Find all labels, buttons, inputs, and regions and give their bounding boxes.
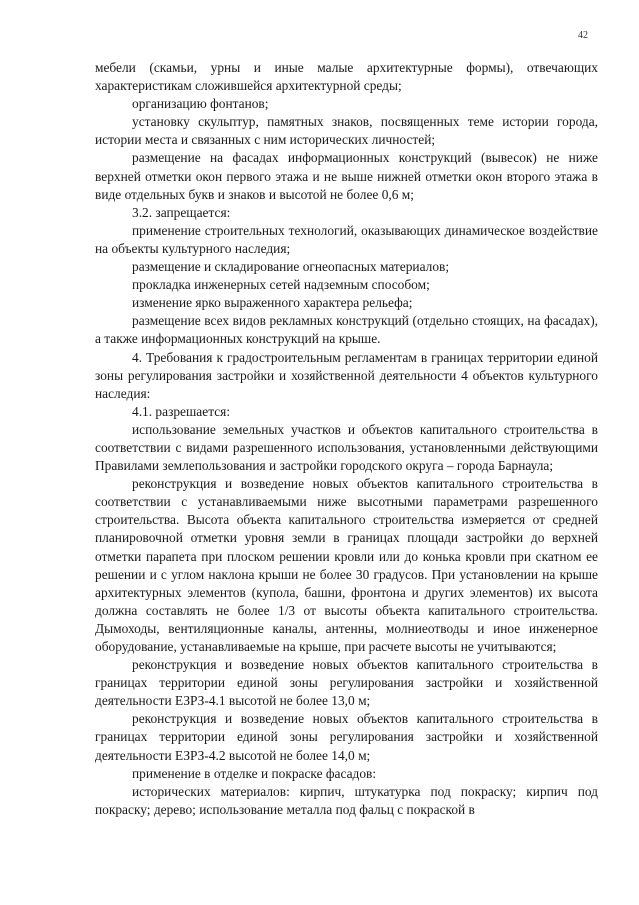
section-heading-permitted: 4.1. разрешается: <box>132 403 231 419</box>
paragraph-advertising: размещение всех видов рекламных конструкций (отдельно стоящих, на фасадах), а также информационных конструкций на крыше. <box>95 313 598 347</box>
paragraph-signage: размещение на фасадах информационных конструкций (вывесок) не ниже верхней отметки окон первого этажа и не выше нижней отметки окон второго этажа в виде отдельных букв и знаков и высотой не более 0,6 м; <box>95 150 598 202</box>
page-number: 42 <box>578 30 588 41</box>
paragraph-facade-finishing: применение в отделке и покраске фасадов: <box>132 765 377 781</box>
paragraph-fountains: организацию фонтанов; <box>132 96 269 112</box>
paragraph-historic-materials: исторических материалов: кирпич, штукатурка под покраску; кирпич под покраску; дерево; использование металла под фальц с покраской в <box>95 783 598 817</box>
section-heading-prohibited: 3.2. запрещается: <box>132 204 231 220</box>
paragraph-relief: изменение ярко выраженного характера рельефа; <box>132 295 413 311</box>
document-body <box>95 59 598 819</box>
paragraph-land-use: использование земельных участков и объектов капитального строительства в соответствии с видами разрешенного использования, установленными действующими Правилами землепользования и застройки городского округа – города Барнаула; <box>95 421 598 474</box>
paragraph-flammable: размещение и складирование огнеопасных материалов; <box>132 259 450 275</box>
paragraph-reconstruction-ezrz-4-2: реконструкция и возведение новых объектов капитального строительства в границах территории единой зоны регулирования застройки и хозяйственной деятельности ЕЗРЗ-4.2 высотой не более 14,0 м; <box>95 711 598 763</box>
paragraph-furniture: мебели (скамьи, урны и иные малые архитектурные формы), отвечающих характеристикам сложившейся архитектурной среды; <box>95 60 598 94</box>
paragraph-reconstruction-general: реконструкция и возведение новых объектов капитального строительства в соответствии с устанавливаемыми ниже высотными параметрами разрешенного строительства. Высота объекта капитального строительства измеряется от средней планировочной отметки уровня земли в границах площади застройки до верхней отметки парапета при плоском решении кровли или до конька кровли при скатном ее решении и с углом наклона крыши не более 30 градусов. При установлении на крыше архитектурных элементов (купола, башни, фронтона и других элементов) их высота должна составлять не более 1/3 от высоты объекта капитального строительства. Дымоходы, вентиляционные каналы, антенны, молниеотводы и иное инженерное оборудование, устанавливаемые на крыше, при расчете высоты не учитываются; <box>95 476 598 654</box>
paragraph-reconstruction-ezrz-4-1: реконструкция и возведение новых объектов капитального строительства в границах территории единой зоны регулирования застройки и хозяйственной деятельности ЕЗРЗ-4.1 высотой не более 13,0 м; <box>95 657 598 709</box>
paragraph-overhead-networks: прокладка инженерных сетей надземным способом; <box>132 277 430 293</box>
section-heading-requirements: 4. Требования к градостроительным регламентам в границах территории единой зоны регулирования застройки и хозяйственной деятельности 4 объектов культурного наследия: <box>95 349 598 401</box>
paragraph-sculptures: установку скульптур, памятных знаков, посвященных теме истории города, истории места и связанных с ним исторических личностей; <box>95 114 598 148</box>
paragraph-dynamic-impact: применение строительных технологий, оказывающих динамическое воздействие на объекты культурного наследия; <box>95 222 598 256</box>
